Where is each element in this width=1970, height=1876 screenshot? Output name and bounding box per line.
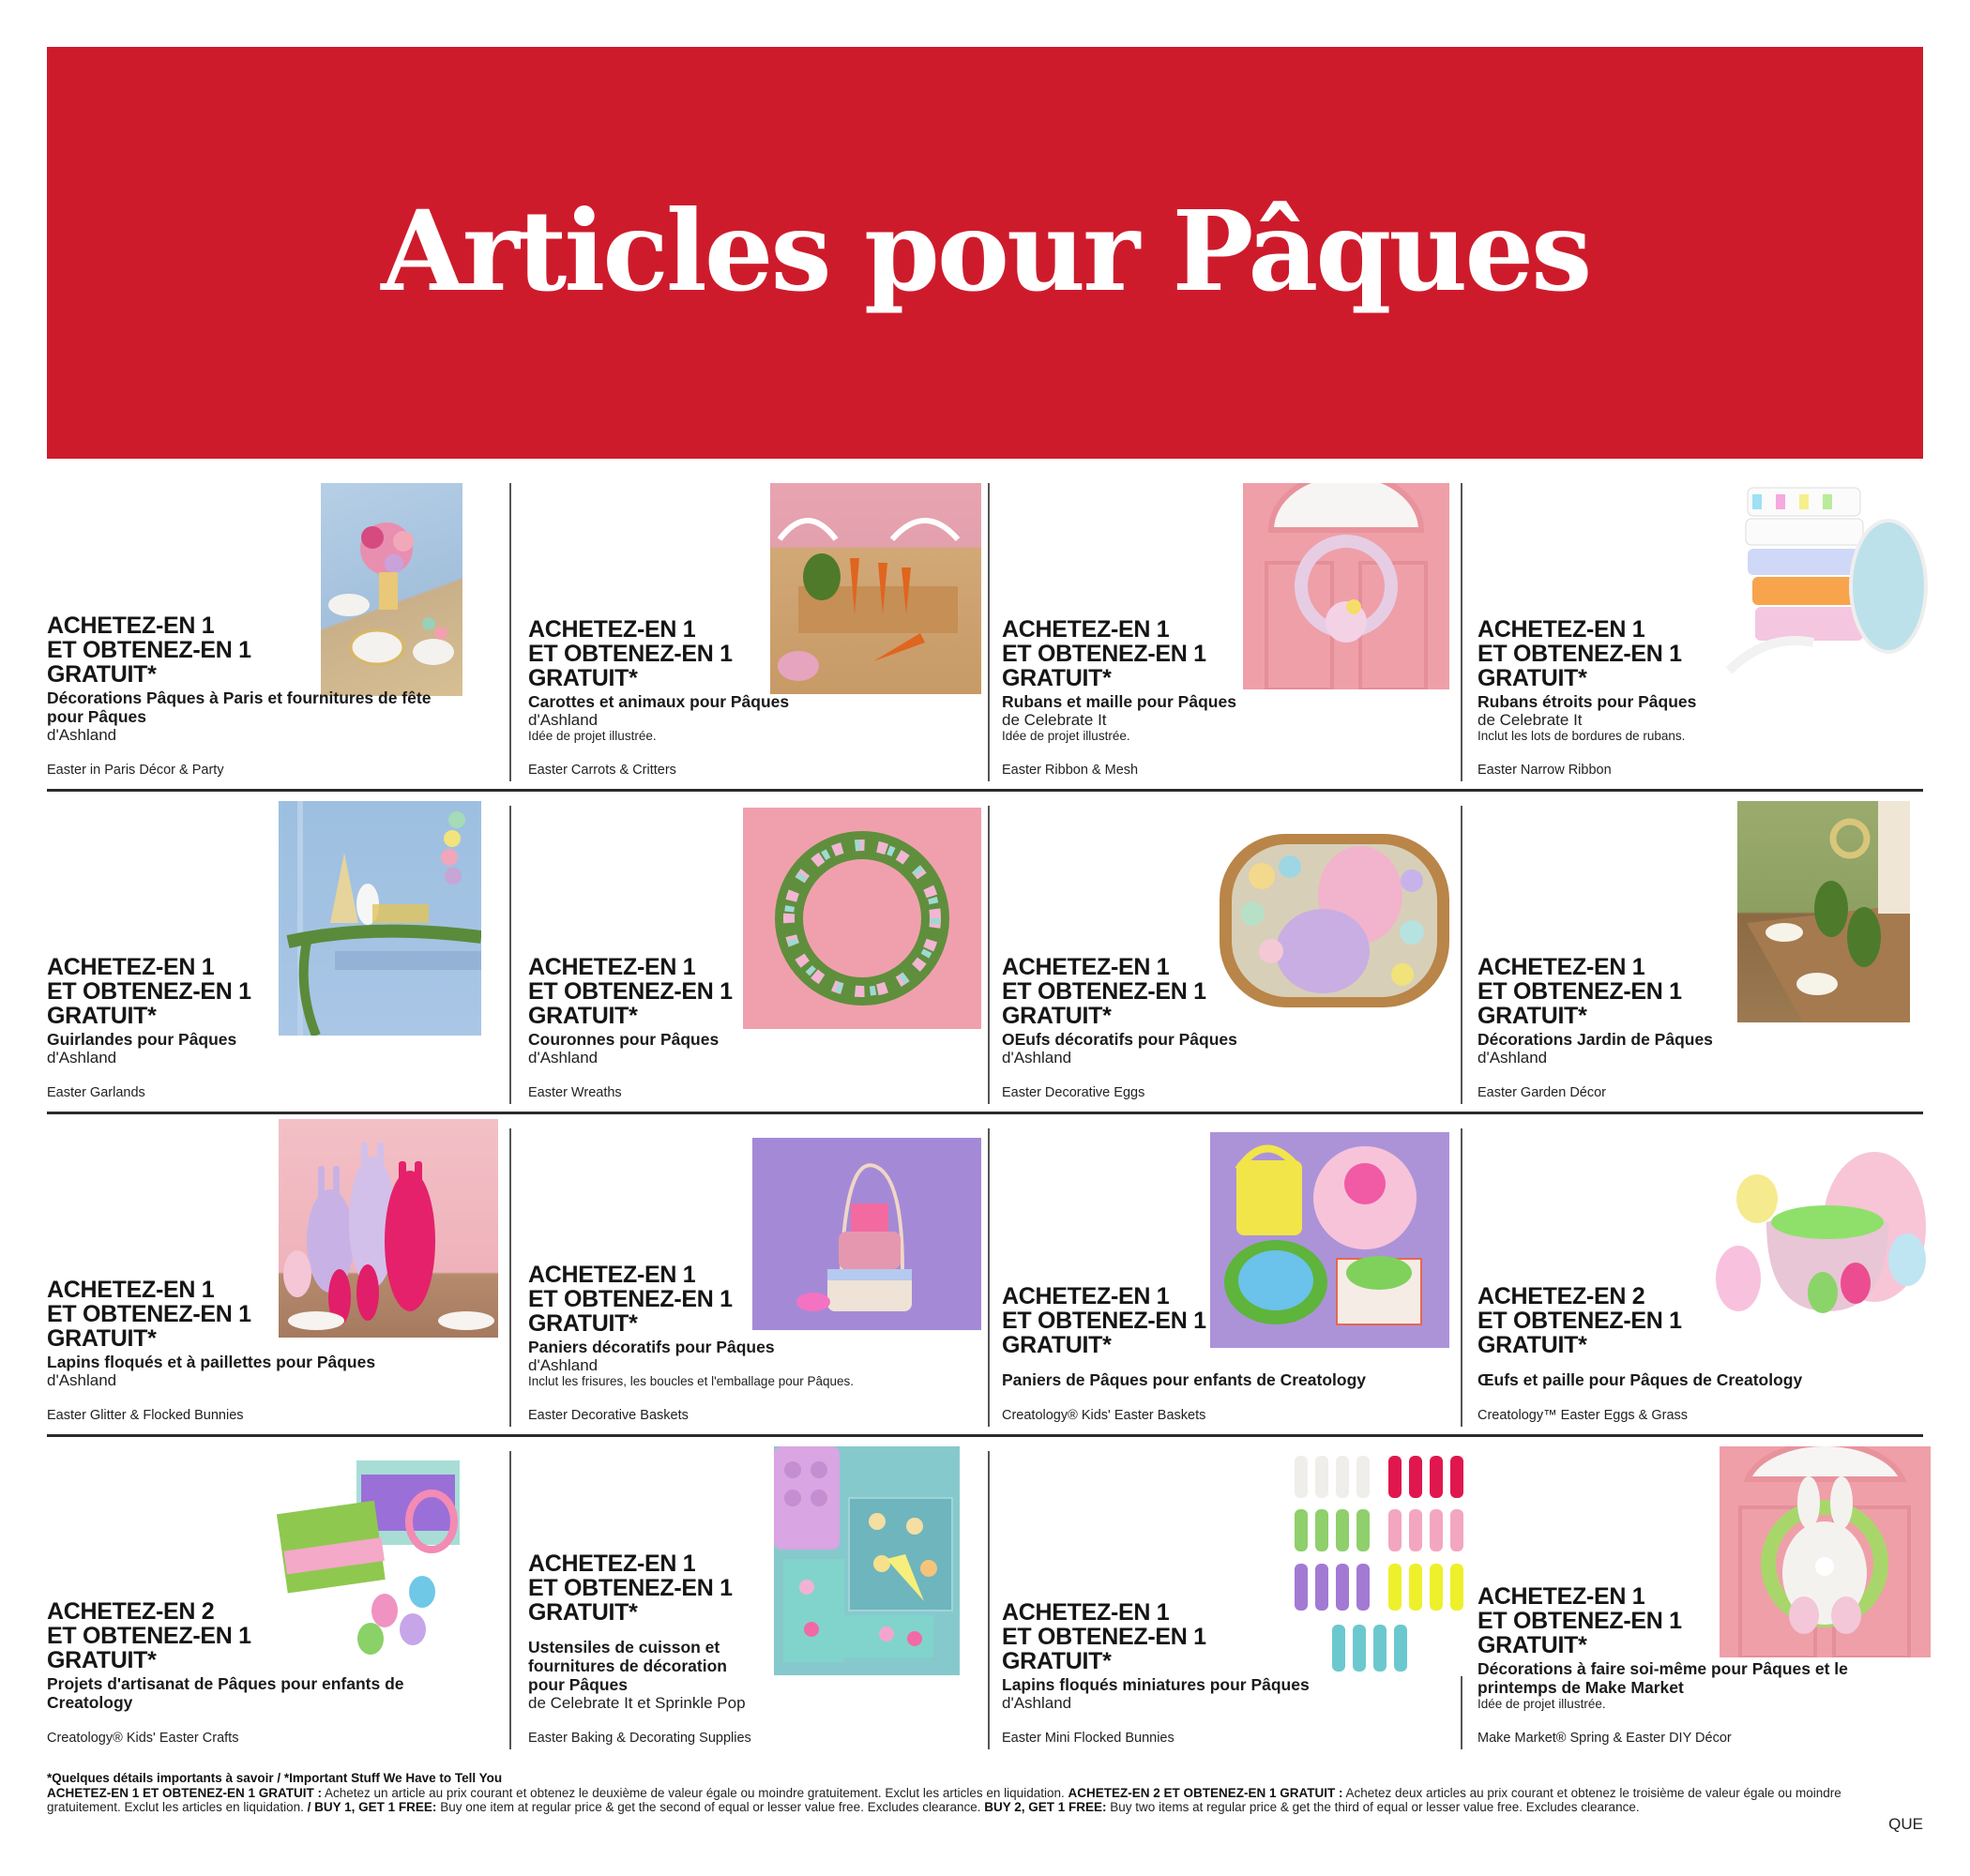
offer-line: ET OBTENEZ-EN 1	[1002, 978, 1206, 1005]
product-card[interactable]	[994, 1451, 1470, 1751]
offer-term-label: BUY 2, GET 1 FREE:	[984, 1800, 1107, 1814]
column-divider	[509, 483, 511, 781]
offer-term-label: / BUY 1, GET 1 FREE:	[307, 1800, 437, 1814]
offer-line: GRATUIT*	[1478, 1003, 1587, 1029]
egg-basket-photo	[1215, 829, 1454, 1012]
offer-line: ET OBTENEZ-EN 1	[1478, 1608, 1682, 1634]
product-row	[47, 1114, 1923, 1437]
tulip-egg-wreath-photo	[743, 808, 981, 1029]
offer-line: ACHETEZ-EN 1	[1002, 954, 1170, 980]
product-text	[528, 1263, 854, 1389]
product-card[interactable]	[1470, 1451, 1923, 1751]
offer-line: ET OBTENEZ-EN 1	[1478, 641, 1682, 667]
product-text	[1478, 1584, 1909, 1712]
product-english-name: Easter Decorative Baskets	[528, 1408, 689, 1423]
offer-line: ACHETEZ-EN 1	[47, 954, 215, 980]
offer-line: GRATUIT*	[47, 1003, 157, 1029]
product-brand: d'Ashland	[47, 1371, 117, 1389]
product-row	[47, 1437, 1923, 1760]
offer-line: ACHETEZ-EN 1	[47, 1277, 215, 1303]
offer-line: ET OBTENEZ-EN 1	[528, 641, 733, 667]
product-text	[1002, 955, 1237, 1067]
offer-line: GRATUIT*	[1002, 1003, 1112, 1029]
offer-line: GRATUIT*	[528, 1599, 638, 1626]
offer-line: ET OBTENEZ-EN 1	[47, 1623, 251, 1649]
mini-bunnies-photo	[1295, 1451, 1473, 1676]
ribbon-spools-photo	[1710, 483, 1931, 685]
region-code: QUE	[1888, 1815, 1923, 1833]
product-text	[528, 1551, 746, 1712]
offer-line: GRATUIT*	[1002, 665, 1112, 691]
offer-line: GRATUIT*	[1002, 1648, 1112, 1674]
garden-table-photo	[1737, 801, 1910, 1022]
offer-line: GRATUIT*	[1002, 1332, 1112, 1358]
product-card[interactable]	[521, 1128, 994, 1429]
product-english-name: Easter Carrots & Critters	[528, 763, 676, 778]
product-title: Rubans étroits pour Pâques	[1478, 692, 1697, 711]
offer-term-text: Achetez un article au prix courant et obtenez le deuxième de valeur égale ou moindre gratuitement. Exclut les articles en liquidation.	[322, 1785, 1068, 1800]
offer-line: ACHETEZ-EN 1	[1478, 1583, 1645, 1610]
product-title: Ustensiles de cuisson et fournitures de décoration pour Pâques	[528, 1638, 727, 1694]
product-brand: d'Ashland	[1478, 1049, 1548, 1067]
product-text	[47, 1278, 375, 1389]
column-divider	[509, 1128, 511, 1427]
product-title: Décorations Jardin de Pâques	[1478, 1030, 1713, 1049]
column-divider	[509, 806, 511, 1104]
product-title: Carottes et animaux pour Pâques	[528, 692, 790, 711]
product-text	[528, 955, 733, 1067]
offer-line: ACHETEZ-EN 1	[528, 1551, 696, 1577]
product-text	[47, 1599, 422, 1712]
offer-line: ACHETEZ-EN 1	[47, 613, 215, 639]
offer-term-label: ACHETEZ-EN 2 ET OBTENEZ-EN 1 GRATUIT :	[1068, 1785, 1343, 1800]
product-brand: d'Ashland	[47, 726, 117, 744]
offer-line: ACHETEZ-EN 1	[1478, 616, 1645, 643]
product-brand: de Celebrate It	[1478, 711, 1583, 729]
product-english-name: Easter in Paris Décor & Party	[47, 763, 224, 778]
carrots-and-moss-bunny-photo	[770, 483, 981, 694]
product-title: Décorations à faire soi-même pour Pâques et le printemps de Make Market	[1478, 1659, 1848, 1697]
product-text	[1478, 1284, 1802, 1389]
product-english-name: Easter Ribbon & Mesh	[1002, 763, 1139, 778]
product-card[interactable]	[521, 1451, 994, 1751]
page-title: Articles pour Pâques	[380, 186, 1590, 316]
offer-line: ACHETEZ-EN 1	[528, 954, 696, 980]
offer-line: ACHETEZ-EN 2	[1478, 1283, 1645, 1309]
product-card[interactable]	[521, 483, 994, 783]
offer-line: ET OBTENEZ-EN 1	[47, 978, 251, 1005]
product-english-name: Make Market® Spring & Easter DIY Décor	[1478, 1731, 1732, 1746]
offer-line: ACHETEZ-EN 1	[1002, 616, 1170, 643]
offer-line: ET OBTENEZ-EN 1	[47, 1301, 251, 1327]
offer-line: ET OBTENEZ-EN 1	[47, 637, 251, 663]
ribbon-wreath-on-pink-door-photo	[1243, 483, 1449, 689]
product-card[interactable]	[47, 806, 509, 1106]
offer-line: GRATUIT*	[528, 1003, 638, 1029]
product-english-name: Easter Garden Décor	[1478, 1085, 1607, 1100]
product-brand: de Celebrate It et Sprinkle Pop	[528, 1694, 746, 1712]
product-english-name: Easter Baking & Decorating Supplies	[528, 1731, 751, 1746]
product-text	[1002, 1600, 1310, 1712]
product-card[interactable]	[47, 1128, 509, 1429]
product-note: Idée de projet illustrée.	[1002, 729, 1130, 743]
product-english-name: Creatology™ Easter Eggs & Grass	[1478, 1408, 1689, 1423]
product-text	[47, 955, 251, 1067]
product-text	[1002, 617, 1236, 744]
product-brand: d'Ashland	[528, 1356, 599, 1374]
product-row	[47, 469, 1923, 792]
offer-line: GRATUIT*	[47, 1647, 157, 1673]
product-title: Paniers de Pâques pour enfants de Creatology	[1002, 1370, 1367, 1389]
product-card[interactable]	[521, 806, 994, 1106]
offer-line: ET OBTENEZ-EN 1	[528, 978, 733, 1005]
offer-line: ACHETEZ-EN 1	[1002, 1283, 1170, 1309]
product-title: Paniers décoratifs pour Pâques	[528, 1338, 775, 1356]
product-card[interactable]	[47, 483, 509, 783]
offer-line: GRATUIT*	[528, 665, 638, 691]
offer-term-text: Buy two items at regular price & get the third of equal or lesser value free. Excludes clearance.	[1106, 1800, 1640, 1814]
product-note: Inclut les lots de bordures de rubans.	[1478, 729, 1686, 743]
product-text	[1478, 617, 1696, 744]
offer-line: ET OBTENEZ-EN 1	[1002, 1308, 1206, 1334]
offer-line: ET OBTENEZ-EN 1	[528, 1286, 733, 1312]
product-english-name: Creatology® Kids' Easter Baskets	[1002, 1408, 1206, 1423]
product-card[interactable]	[47, 1451, 509, 1751]
product-english-name: Easter Glitter & Flocked Bunnies	[47, 1408, 244, 1423]
offer-line: GRATUIT*	[1478, 665, 1587, 691]
product-title: Rubans et maille pour Pâques	[1002, 692, 1236, 711]
product-note: Idée de projet illustrée.	[1478, 1697, 1606, 1711]
column-divider	[509, 1451, 511, 1749]
offer-line: GRATUIT*	[1478, 1632, 1587, 1658]
product-brand: d'Ashland	[528, 711, 599, 729]
product-title: Projets d'artisanat de Pâques pour enfants de Creatology	[47, 1674, 404, 1712]
product-title: Lapins floqués miniatures pour Pâques	[1002, 1675, 1310, 1694]
product-english-name: Easter Mini Flocked Bunnies	[1002, 1731, 1174, 1746]
hero-banner	[47, 47, 1923, 459]
product-card[interactable]	[1470, 483, 1923, 783]
offer-line: ET OBTENEZ-EN 1	[1478, 978, 1682, 1005]
product-grid	[47, 469, 1923, 1760]
product-card[interactable]	[1470, 1128, 1923, 1429]
product-title: Œufs et paille pour Pâques de Creatology	[1478, 1370, 1803, 1389]
product-english-name: Easter Garlands	[47, 1085, 145, 1100]
offer-line: ET OBTENEZ-EN 1	[1478, 1308, 1682, 1334]
product-card[interactable]	[994, 806, 1470, 1106]
product-title: Couronnes pour Pâques	[528, 1030, 720, 1049]
product-brand: d'Ashland	[528, 1049, 599, 1067]
offer-line: ET OBTENEZ-EN 1	[1002, 641, 1206, 667]
offer-line: ACHETEZ-EN 2	[47, 1598, 215, 1625]
product-brand: d'Ashland	[1002, 1694, 1072, 1712]
offer-term-text: Achetez deux articles au prix courant et obtenez le troisième de valeur égale ou moindre gratuitement. Exclut les articles en liquidation.	[47, 1785, 1841, 1814]
product-title: Guirlandes pour Pâques	[47, 1030, 237, 1049]
offer-term-label: ACHETEZ-EN 1 ET OBTENEZ-EN 1 GRATUIT :	[47, 1785, 323, 1800]
product-text	[1002, 1284, 1366, 1389]
product-card[interactable]	[994, 483, 1470, 783]
product-text	[47, 613, 441, 744]
product-english-name: Creatology® Kids' Easter Crafts	[47, 1731, 239, 1746]
product-note: Idée de projet illustrée.	[528, 729, 657, 743]
offer-line: GRATUIT*	[47, 661, 157, 688]
product-note: Inclut les frisures, les boucles et l'emballage pour Pâques.	[528, 1374, 855, 1388]
product-brand: de Celebrate It	[1002, 711, 1107, 729]
offer-line: ACHETEZ-EN 1	[528, 616, 696, 643]
fine-print-heading: *Quelques détails importants à savoir / *Important Stuff We Have to Tell You	[47, 1771, 503, 1785]
product-row	[47, 792, 1923, 1114]
product-english-name: Easter Wreaths	[528, 1085, 622, 1100]
product-text	[1478, 955, 1713, 1067]
offer-term-text: Buy one item at regular price & get the second of equal or lesser value free. Excludes clearance.	[436, 1800, 985, 1814]
product-brand: d'Ashland	[1002, 1049, 1072, 1067]
baking-supplies-photo	[774, 1446, 960, 1675]
product-text	[528, 617, 789, 744]
offer-line: ACHETEZ-EN 1	[1002, 1599, 1170, 1626]
product-english-name: Easter Narrow Ribbon	[1478, 763, 1612, 778]
offer-line: ACHETEZ-EN 1	[1478, 954, 1645, 980]
product-card[interactable]	[1470, 806, 1923, 1106]
product-brand: d'Ashland	[47, 1049, 117, 1067]
offer-line: ET OBTENEZ-EN 1	[528, 1575, 733, 1601]
offer-line: ACHETEZ-EN 1	[528, 1262, 696, 1288]
product-title: OEufs décoratifs pour Pâques	[1002, 1030, 1237, 1049]
fine-print-body	[47, 1786, 1886, 1815]
product-title: Décorations Pâques à Paris et fournitures de fête pour Pâques	[47, 688, 432, 726]
offer-line: GRATUIT*	[47, 1325, 157, 1352]
product-english-name: Easter Decorative Eggs	[1002, 1085, 1145, 1100]
offer-line: GRATUIT*	[528, 1310, 638, 1337]
fine-print	[47, 1771, 1886, 1815]
product-card[interactable]	[994, 1128, 1470, 1429]
product-title: Lapins floqués et à paillettes pour Pâques	[47, 1353, 376, 1371]
offer-line: ET OBTENEZ-EN 1	[1002, 1624, 1206, 1650]
offer-line: GRATUIT*	[1478, 1332, 1587, 1358]
mantel-garland-photo	[279, 801, 481, 1036]
